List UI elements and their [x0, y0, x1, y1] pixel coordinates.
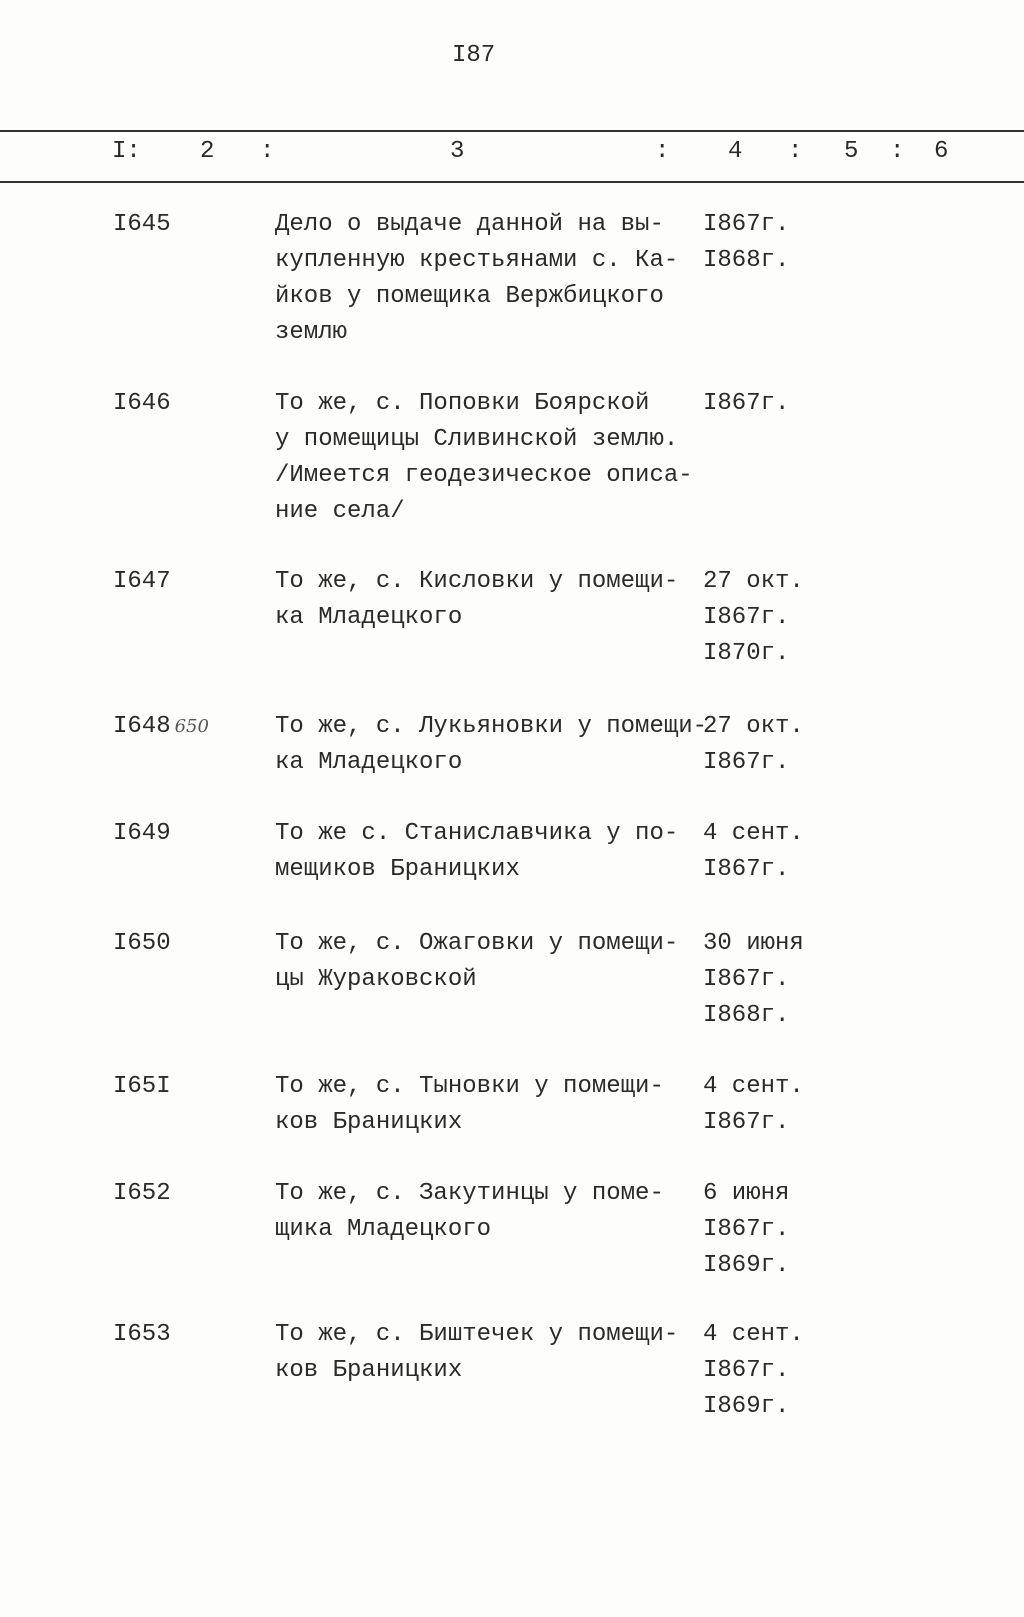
- case-dates: [703, 1176, 789, 1284]
- case-number-text: I646: [113, 390, 171, 417]
- description-line: купленную крестьянами с. Ка-: [275, 247, 679, 274]
- case-number-text: I647: [113, 568, 171, 595]
- column-separator: :: [890, 138, 905, 165]
- column-label: 3: [450, 138, 465, 165]
- case-number-text: I650: [113, 930, 171, 957]
- column-label: I:: [112, 138, 141, 165]
- description-line: /Имеется геодезическое описа-: [275, 462, 693, 489]
- case-dates: [703, 926, 804, 1034]
- case-description: [275, 386, 693, 530]
- case-number-text: I65I: [113, 1073, 171, 1100]
- date-line: I867г.: [703, 390, 790, 417]
- column-label: 4: [728, 138, 743, 165]
- case-dates: [703, 386, 789, 422]
- description-line: ков Браницких: [275, 1357, 463, 1384]
- handwritten-note: 650: [174, 716, 209, 737]
- case-number: [113, 207, 171, 243]
- case-dates: [703, 816, 804, 888]
- column-separator: :: [260, 138, 275, 165]
- description-line: землю: [275, 319, 348, 346]
- description-line: цы Жураковской: [275, 966, 477, 993]
- case-number-text: I653: [113, 1321, 171, 1348]
- case-number: [113, 926, 171, 962]
- header-top-rule: [0, 130, 1024, 132]
- date-line: I869г.: [703, 1393, 790, 1420]
- case-description: [275, 564, 678, 636]
- case-description: [275, 816, 678, 888]
- case-number-text: I649: [113, 820, 171, 847]
- case-description: [275, 926, 678, 998]
- description-line: То же, с. Тыновки у помещи-: [275, 1073, 664, 1100]
- description-line: ние села/: [275, 498, 405, 525]
- case-dates: [703, 709, 804, 781]
- description-line: мещиков Браницких: [275, 856, 520, 883]
- case-description: [275, 1176, 664, 1248]
- case-dates: [703, 1069, 804, 1141]
- date-line: 27 окт.: [703, 568, 804, 595]
- case-description: [275, 207, 678, 351]
- description-line: То же, с. Ожаговки у помещи-: [275, 930, 679, 957]
- date-line: 4 сент.: [703, 1073, 804, 1100]
- date-line: I869г.: [703, 1252, 790, 1279]
- description-line: То же, с. Закутинцы у поме-: [275, 1180, 664, 1207]
- date-line: I867г.: [703, 1109, 790, 1136]
- page-number: I87: [452, 42, 496, 69]
- column-label: 5: [844, 138, 859, 165]
- case-number: [113, 386, 171, 422]
- case-description: [275, 709, 707, 781]
- case-number: [113, 709, 209, 745]
- date-line: 30 июня: [703, 930, 804, 957]
- description-line: ков Браницких: [275, 1109, 463, 1136]
- case-number: [113, 1176, 171, 1212]
- date-line: I867г.: [703, 749, 790, 776]
- date-line: 4 сент.: [703, 820, 804, 847]
- date-line: 27 окт.: [703, 713, 804, 740]
- date-line: I868г.: [703, 247, 790, 274]
- column-label: 2: [200, 138, 215, 165]
- description-line: щика Младецкого: [275, 1216, 492, 1243]
- case-dates: [703, 564, 804, 672]
- date-line: I868г.: [703, 1002, 790, 1029]
- case-number-text: I652: [113, 1180, 171, 1207]
- description-line: ка Младецкого: [275, 604, 463, 631]
- date-line: I867г.: [703, 856, 790, 883]
- case-number-text: I645: [113, 211, 171, 238]
- column-label: 6: [934, 138, 949, 165]
- description-line: То же с. Станиславчика у по-: [275, 820, 679, 847]
- header-bottom-rule: [0, 181, 1024, 183]
- case-number-text: I648: [113, 713, 171, 740]
- case-number: [113, 1317, 171, 1353]
- description-line: у помещицы Сливинской землю.: [275, 426, 679, 453]
- date-line: I870г.: [703, 640, 790, 667]
- date-line: 4 сент.: [703, 1321, 804, 1348]
- case-description: [275, 1069, 664, 1141]
- date-line: 6 июня: [703, 1180, 790, 1207]
- description-line: То же, с. Поповки Боярской: [275, 390, 650, 417]
- description-line: Дело о выдаче данной на вы-: [275, 211, 664, 238]
- column-separator: :: [788, 138, 803, 165]
- date-line: I867г.: [703, 1357, 790, 1384]
- case-description: [275, 1317, 678, 1389]
- case-number: [113, 816, 171, 852]
- case-dates: [703, 1317, 804, 1425]
- description-line: ка Младецкого: [275, 749, 463, 776]
- description-line: То же, с. Биштечек у помещи-: [275, 1321, 679, 1348]
- case-number: [113, 564, 171, 600]
- case-dates: [703, 207, 789, 279]
- description-line: То же, с. Лукьяновки у помещи-: [275, 713, 708, 740]
- case-number: [113, 1069, 171, 1105]
- date-line: I867г.: [703, 1216, 790, 1243]
- date-line: I867г.: [703, 604, 790, 631]
- description-line: йков у помещика Вержбицкого: [275, 283, 664, 310]
- date-line: I867г.: [703, 211, 790, 238]
- description-line: То же, с. Кисловки у помещи-: [275, 568, 679, 595]
- date-line: I867г.: [703, 966, 790, 993]
- column-separator: :: [655, 138, 670, 165]
